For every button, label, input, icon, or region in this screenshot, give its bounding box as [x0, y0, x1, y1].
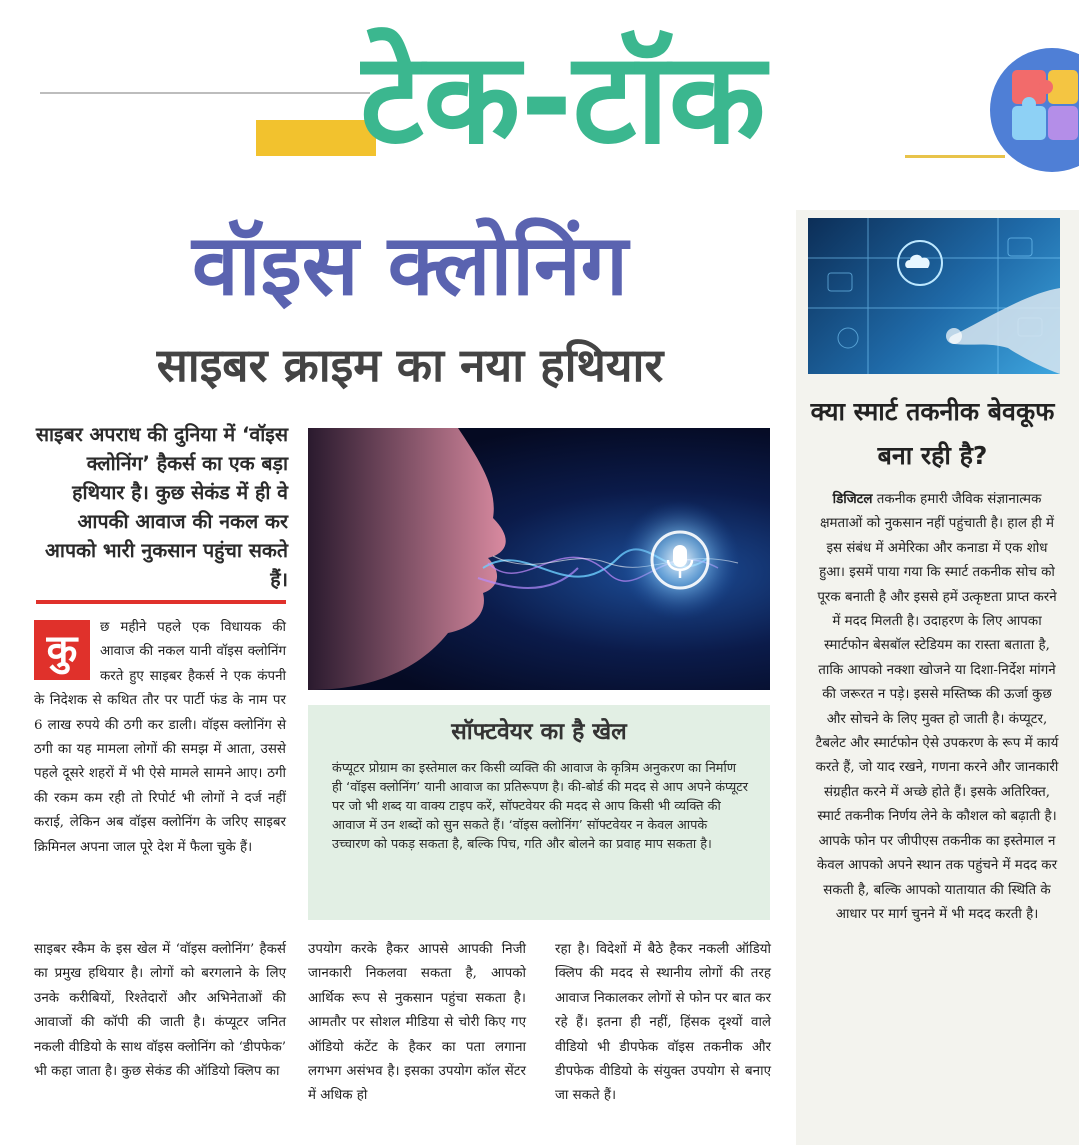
body-paragraph-2: साइबर स्कैम के इस खेल में ‘वॉइस क्लोनिंग’ हैकर्स का प्रमुख हथियार है। लोगों को बरगलाने के लिए उनके करीबियों, रिश्तेदारों और अभिनेताओं की आवाजों की कॉपी की जाती है। कंप्यूटर जनित नकली वीडियो के साथ वॉइस क्लोनिंग को ‘डीपफेक’ भी कहा जाता है। कुछ सेकंड की ऑडियो क्लिप का	[34, 942, 286, 1080]
puzzle-icon	[982, 40, 1079, 180]
masthead-accent-bar	[256, 120, 376, 156]
intro-text: साइबर अपराध की दुनिया में ‘वॉइस क्लोनिंग’ हैकर्स का एक बड़ा हथियार है। कुछ सेकंड में ही वे आपकी आवाज की नकल कर आपको भारी नुकसान पहुंचा सकते हैं।	[35, 423, 288, 591]
masthead-rule	[40, 92, 370, 94]
sidebar-title: क्या स्मार्ट तकनीक बेवकूफ बना रही है?	[810, 397, 1055, 470]
sidebar-text	[812, 488, 1062, 927]
tech-hand-illustration	[808, 218, 1060, 374]
sidebar-photo	[808, 218, 1060, 374]
intro-divider	[36, 600, 286, 604]
subheadline: साइबर क्राइम का नया हथियार	[156, 338, 664, 392]
cloud-icon	[898, 241, 942, 285]
body-paragraph-1	[34, 616, 286, 860]
paragraph-1-text: छ महीने पहले एक विधायक की आवाज की नकल यानी वॉइस क्लोनिंग करते हुए साइबर हैकर्स ने एक कंपनी के निदेशक से कथित तौर पर पार्टी फंड के नाम पर 6 लाख रुपये की ठगी कर डाली। वॉइस क्लोनिंग से ठगी का यह मामला लोगों की समझ में आता, उससे पहले दूसरे शहरों में भी ऐसे मामले सामने आए। ठगी की रकम कम रही तो रिपोर्ट भी लोगों ने दर्ज नहीं कराई, लेकिन अब वॉइस क्लोनिंग के जरिए साइबर क्रिमिनल अपना जाल पूरे देश में फैला चुके हैं।	[34, 620, 286, 855]
headline: वॉइस क्लोनिंग	[192, 216, 628, 314]
voice-illustration	[308, 428, 770, 690]
software-box-text: कंप्यूटर प्रोग्राम का इस्तेमाल कर किसी व्यक्ति की आवाज के कृत्रिम अनुकरण का निर्माण ही ‘वॉइस क्लोनिंग’ यानी आवाज का प्रतिरूपण है। की-बोर्ड की मदद से आप अपने कंप्यूटर पर जो भी शब्द या वाक्य टाइप करें, सॉफ्टवेयर की मदद से आप किसी भी व्यक्ति की आवाज में उन शब्दों को सुन सकते हैं। ‘वॉइस क्लोनिंग’ सॉफ्टवेयर न केवल आपके उच्चारण को पकड़ सकता है, बल्कि पिच, गति और बोलने का प्रवाह माप सकता है।	[332, 761, 748, 852]
software-box-title: सॉफ्टवेयर का है खेल	[451, 719, 627, 745]
sidebar-lead-word: डिजिटल	[832, 492, 873, 507]
section-masthead: टेक-टॉक	[360, 25, 766, 172]
main-photo	[308, 428, 770, 690]
software-box	[308, 705, 770, 920]
body-column-3: रहा है। विदेशों में बैठे हैकर नकली ऑडियो क्लिप की मदद से स्थानीय लोगों की तरह आवाज निकालकर लोगों से फोन पर बात कर रहे हैं। इतना ही नहीं, हिंसक दृश्यों वाले वीडियो भी डीपफेक वॉइस तकनीक और डीपफेक वीडियो के संयुक्त उपयोग से बनाए जा सकते हैं।	[555, 942, 771, 1104]
body-column-2: उपयोग करके हैकर आपसे आपकी निजी जानकारी निकलवा सकता है, आपको आर्थिक रूप से नुकसान पहुंचा सकता है। आमतौर पर सोशल मीडिया से चोरी किए गए ऑडियो कंटेंट के हैकर का पता लगाना लगभग असंभव है। इसका उपयोग कॉल सेंटर में अधिक हो	[308, 942, 526, 1104]
dropcap: कु	[34, 620, 90, 680]
sidebar-body: तकनीक हमारी जैविक संज्ञानात्मक क्षमताओं को नुकसान नहीं पहुंचाती है। हाल ही में इस संबंध में अमेरिका और कनाडा में एक शोध हुआ। इसमें पाया गया कि स्मार्ट तकनीक सोच को पूरक बनाती है और इससे हमें उत्कृष्टता प्राप्त करने में मदद मिलती है। उदाहरण के लिए आपका स्मार्टफोन बेसबॉल स्टेडियम का रास्ता बताता है, ताकि आपको नक्शा खोजने या दिशा-निर्देश मांगने की जरूरत न पड़े। इससे मस्तिष्क की ऊर्जा कुछ और सोचने के लिए मुक्त हो जाती है। कंप्यूटर, टैबलेट और स्मार्टफोन ऐसे उपकरण के रूप में कार्य करते हैं, जो याद रखने, गणना करने और जानकारी संग्रहीत करने में अच्छे होते हैं। इसके अतिरिक्त, स्मार्ट तकनीक निर्णय लेने के कौशल को बढ़ाती है। आपके फोन पर जीपीएस तकनीक का इस्तेमाल न केवल आपको अपने स्थान तक पहुंचने में मदद कर सकती है, बल्कि आपको यातायात की स्थिति के आधार पर मार्ग चुनने में भी मदद करती है।	[815, 492, 1059, 922]
